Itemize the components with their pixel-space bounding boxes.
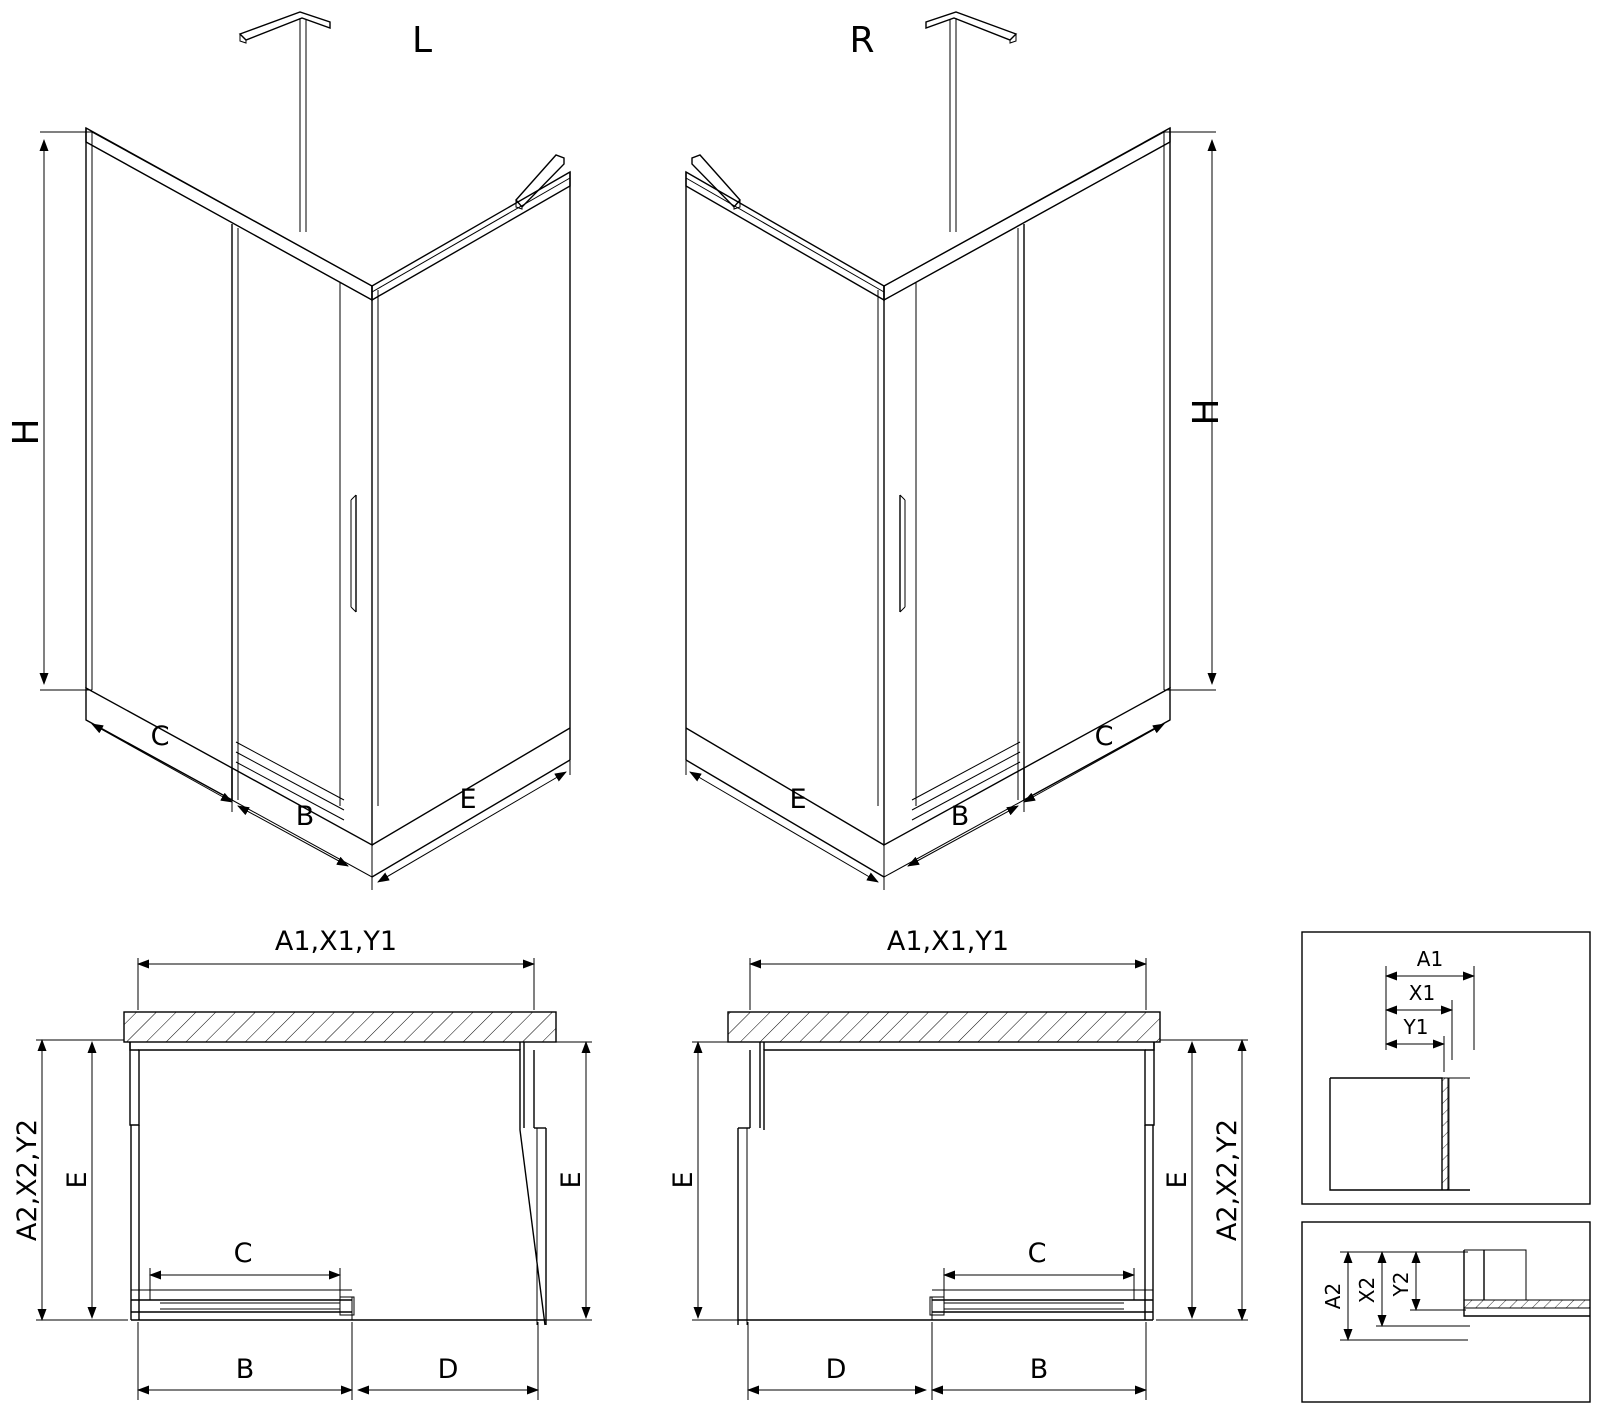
- dim-label-A2-detail: A2: [1321, 1282, 1345, 1310]
- dim-label-B-iso-left: B: [295, 801, 315, 832]
- wall-hatch-left: [124, 1012, 556, 1042]
- iso-view-left: [6, 12, 570, 890]
- dim-label-E-plan-right-outer: E: [668, 1171, 699, 1189]
- dim-label-Y2-detail: Y2: [1389, 1271, 1413, 1297]
- plan-view-right: [668, 926, 1248, 1400]
- dim-label-E-plan-left-outer: E: [556, 1171, 587, 1189]
- dim-label-E-iso-right: E: [789, 784, 807, 815]
- dim-label-D-plan-left: D: [437, 1354, 459, 1385]
- dim-label-H-right: H: [1186, 398, 1227, 426]
- dim-label-X1-detail: X1: [1408, 981, 1436, 1005]
- dim-label-C-iso-left: C: [150, 721, 170, 752]
- iso-view-right: [686, 12, 1227, 890]
- dim-label-E-plan-right-inner: E: [1162, 1171, 1193, 1189]
- detail-view-top: [1302, 932, 1590, 1204]
- dim-label-A2X2Y2-right: A2,X2,Y2: [1212, 1118, 1243, 1242]
- dim-label-X2-detail: X2: [1355, 1276, 1379, 1304]
- plan-view-left: [12, 926, 592, 1400]
- view-title-left: L: [411, 20, 433, 61]
- dim-label-A1-detail: A1: [1416, 947, 1444, 971]
- dim-label-D-plan-right: D: [825, 1354, 847, 1385]
- detail-frame-bottom: [1302, 1222, 1590, 1402]
- dim-label-C-plan-right: C: [1027, 1238, 1047, 1269]
- dim-label-A1X1Y1-left: A1,X1,Y1: [274, 926, 398, 957]
- dim-label-E-iso-left: E: [459, 784, 477, 815]
- detail-view-bottom: [1302, 1222, 1590, 1402]
- dim-label-Y1-detail: Y1: [1403, 1015, 1429, 1039]
- dim-label-B-plan-right: B: [1029, 1354, 1049, 1385]
- dim-label-C-plan-left: C: [233, 1238, 253, 1269]
- dim-label-H-left: H: [6, 418, 47, 446]
- dim-label-A1X1Y1-right: A1,X1,Y1: [886, 926, 1010, 957]
- dim-label-B-plan-left: B: [235, 1354, 255, 1385]
- view-title-right: R: [849, 20, 875, 61]
- dim-label-C-iso-right: C: [1094, 721, 1114, 752]
- dim-label-E-plan-left-inner: E: [62, 1171, 93, 1189]
- dim-label-B-iso-right: B: [950, 801, 970, 832]
- wall-hatch-right: [728, 1012, 1160, 1042]
- dim-label-A2X2Y2-left: A2,X2,Y2: [12, 1118, 43, 1242]
